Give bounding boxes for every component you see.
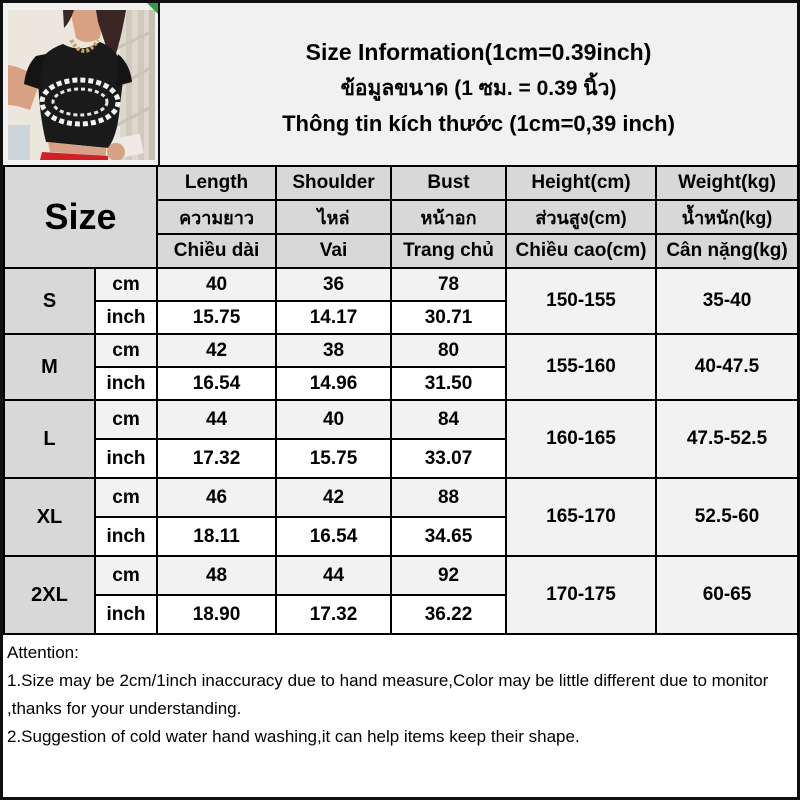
s-height-range: 150-155 <box>506 268 656 334</box>
xl-shoulder-inch: 16.54 <box>276 517 391 556</box>
attention-heading: Attention: <box>7 643 79 662</box>
size-label-l: L <box>4 400 95 478</box>
header-weight-th: น้ำหนัก(kg) <box>656 200 798 234</box>
header-bust-en: Bust <box>391 166 506 200</box>
header-height-th: ส่วนสูง(cm) <box>506 200 656 234</box>
table-row <box>4 334 798 367</box>
size-label-xl: XL <box>4 478 95 556</box>
2xl-length-inch: 18.90 <box>157 595 276 634</box>
l-height-range: 160-165 <box>506 400 656 478</box>
size-label-m: M <box>4 334 95 400</box>
unit-cm: cm <box>95 400 157 439</box>
s-bust-inch: 30.71 <box>391 301 506 334</box>
size-corner-cell: Size <box>4 166 157 268</box>
m-weight-range: 40-47.5 <box>656 334 798 400</box>
header-shoulder-th: ไหล่ <box>276 200 391 234</box>
header-weight-en: Weight(kg) <box>656 166 798 200</box>
l-bust-cm: 84 <box>391 400 506 439</box>
xl-length-cm: 46 <box>157 478 276 517</box>
l-shoulder-cm: 40 <box>276 400 391 439</box>
2xl-shoulder-inch: 17.32 <box>276 595 391 634</box>
xl-weight-range: 52.5-60 <box>656 478 798 556</box>
header-row-english <box>4 166 798 200</box>
2xl-height-range: 170-175 <box>506 556 656 634</box>
xl-bust-cm: 88 <box>391 478 506 517</box>
model-photo-illustration <box>8 10 155 160</box>
title-vietnamese: Thông tin kích thước (1cm=0,39 inch) <box>282 111 675 136</box>
l-shoulder-inch: 15.75 <box>276 439 391 478</box>
header-length-vi: Chiều dài <box>157 234 276 268</box>
s-shoulder-inch: 14.17 <box>276 301 391 334</box>
2xl-length-cm: 48 <box>157 556 276 595</box>
table-row <box>4 268 798 301</box>
unit-inch: inch <box>95 367 157 400</box>
header-height-vi: Chiều cao(cm) <box>506 234 656 268</box>
title-english: Size Information(1cm=0.39inch) <box>305 39 652 65</box>
s-weight-range: 35-40 <box>656 268 798 334</box>
xl-shoulder-cm: 42 <box>276 478 391 517</box>
header-bust-th: หน้าอก <box>391 200 506 234</box>
unit-inch: inch <box>95 517 157 556</box>
header-shoulder-vi: Vai <box>276 234 391 268</box>
xl-length-inch: 18.11 <box>157 517 276 556</box>
m-bust-inch: 31.50 <box>391 367 506 400</box>
l-bust-inch: 33.07 <box>391 439 506 478</box>
2xl-shoulder-cm: 44 <box>276 556 391 595</box>
unit-inch: inch <box>95 439 157 478</box>
m-length-inch: 16.54 <box>157 367 276 400</box>
2xl-weight-range: 60-65 <box>656 556 798 634</box>
product-photo <box>8 10 155 160</box>
m-shoulder-cm: 38 <box>276 334 391 367</box>
product-photo-area <box>3 3 160 165</box>
2xl-bust-cm: 92 <box>391 556 506 595</box>
table-row <box>4 400 798 439</box>
s-length-inch: 15.75 <box>157 301 276 334</box>
unit-inch: inch <box>95 595 157 634</box>
unit-cm: cm <box>95 478 157 517</box>
green-corner-flag <box>147 3 158 14</box>
l-weight-range: 47.5-52.5 <box>656 400 798 478</box>
s-bust-cm: 78 <box>391 268 506 301</box>
header-weight-vi: Cân nặng(kg) <box>656 234 798 268</box>
header-length-en: Length <box>157 166 276 200</box>
m-length-cm: 42 <box>157 334 276 367</box>
m-height-range: 155-160 <box>506 334 656 400</box>
attention-notes <box>3 635 797 797</box>
m-bust-cm: 80 <box>391 334 506 367</box>
header-shoulder-en: Shoulder <box>276 166 391 200</box>
l-length-cm: 44 <box>157 400 276 439</box>
unit-cm: cm <box>95 556 157 595</box>
attention-note-1: 1.Size may be 2cm/1inch inaccuracy due to hand measure,Color may be little different due to monitor ,thanks for your understanding. <box>7 671 769 718</box>
title-thai: ข้อมูลขนาด (1 ซม. = 0.39 นิ้ว) <box>340 77 617 100</box>
xl-bust-inch: 34.65 <box>391 517 506 556</box>
s-length-cm: 40 <box>157 268 276 301</box>
unit-cm: cm <box>95 268 157 301</box>
title-block <box>160 3 797 165</box>
m-shoulder-inch: 14.96 <box>276 367 391 400</box>
header-bust-vi: Trang chủ <box>391 234 506 268</box>
unit-inch: inch <box>95 301 157 334</box>
unit-cm: cm <box>95 334 157 367</box>
l-length-inch: 17.32 <box>157 439 276 478</box>
header-height-en: Height(cm) <box>506 166 656 200</box>
attention-note-2: 2.Suggestion of cold water hand washing,it can help items keep their shape. <box>7 727 580 746</box>
header-length-th: ความยาว <box>157 200 276 234</box>
top-section <box>3 3 797 165</box>
table-row <box>4 556 798 595</box>
size-label-2xl: 2XL <box>4 556 95 634</box>
xl-height-range: 165-170 <box>506 478 656 556</box>
s-shoulder-cm: 36 <box>276 268 391 301</box>
size-table <box>3 165 799 635</box>
2xl-bust-inch: 36.22 <box>391 595 506 634</box>
table-row <box>4 478 798 517</box>
size-label-s: S <box>4 268 95 334</box>
